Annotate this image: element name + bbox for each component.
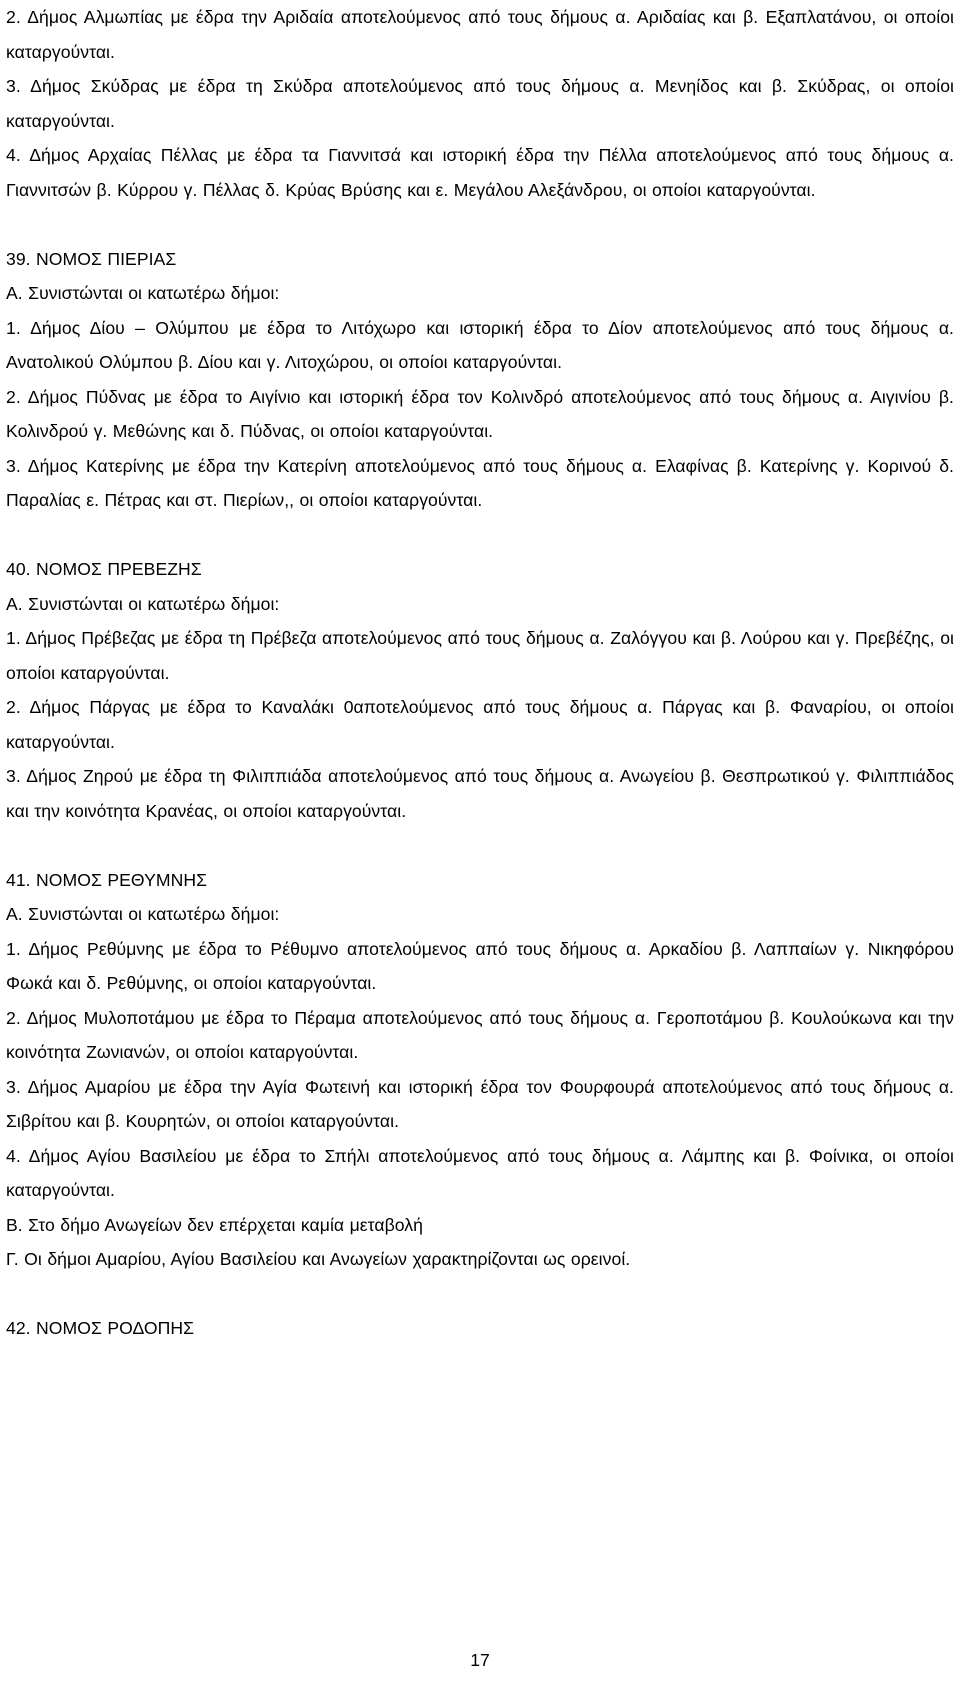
paragraph: 3. Δήμος Αμαρίου με έδρα την Αγία Φωτεινή και ιστορική έδρα τον Φουρφουρά αποτελούμενος από τους δήμους α. Σιβρίτου και β. Κουρητών, οι οποίοι καταργούνται. bbox=[6, 1076, 954, 1131]
paragraph: Γ. Οι δήμοι Αμαρίου, Αγίου Βασιλείου και Ανωγείων χαρακτηρίζονται ως ορεινοί. bbox=[6, 1249, 631, 1269]
section-heading: 42. ΝΟΜΟΣ ΡΟΔΟΠΗΣ bbox=[6, 1318, 195, 1338]
paragraph: 4. Δήμος Αγίου Βασιλείου με έδρα το Σπήλι αποτελούμενος από τους δήμους α. Λάμπης και β. Φοίνικα, οι οποίοι καταργούνται. bbox=[6, 1145, 954, 1200]
paragraph: 2. Δήμος Μυλοποτάμου με έδρα το Πέραμα αποτελούμενος από τους δήμους α. Γεροποτάμου β. Κουλούκωνα και την κοινότητα Ζωνιανών, οι οποίοι καταργούνται. bbox=[6, 1007, 954, 1062]
paragraph: 1. Δήμος Πρέβεζας με έδρα τη Πρέβεζα αποτελούμενος από τους δήμους α. Ζαλόγγου και β. Λούρου και γ. Πρεβέζης, οι οποίοι καταργούνται. bbox=[6, 628, 954, 683]
paragraph: 2. Δήμος Πάργας με έδρα το Καναλάκι 0αποτελούμενος από τους δήμους α. Πάργας και β. Φαναρίου, οι οποίοι καταργούνται. bbox=[6, 697, 954, 752]
section-heading: 39. ΝΟΜΟΣ ΠΙΕΡΙΑΣ bbox=[6, 248, 177, 269]
paragraph: Α. Συνιστώνται οι κατωτέρω δήμοι: bbox=[6, 904, 280, 924]
document-body bbox=[6, 0, 954, 1346]
page-number: 17 bbox=[470, 1650, 490, 1670]
paragraph: 3. Δήμος Κατερίνης με έδρα την Κατερίνη αποτελούμενος από τους δήμους α. Ελαφίνας β. Κατερίνης γ. Κορινού δ. Παραλίας ε. Πέτρας και στ. Πιερίων,, οι οποίοι καταργούνται. bbox=[6, 455, 954, 510]
paragraph: 2. Δήμος Πύδνας με έδρα το Αιγίνιο και ιστορική έδρα τον Κολινδρό αποτελούμενος από τους δήμους α. Αιγινίου β. Κολινδρού γ. Μεθώνης και δ. Πύδνας, οι οποίοι καταργούνται. bbox=[6, 386, 954, 441]
paragraph: 2. Δήμος Αλμωπίας με έδρα την Αριδαία αποτελούμενος από τους δήμους α. Αριδαίας και β. Εξαπλατάνου, οι οποίοι καταργούνται. bbox=[6, 7, 954, 62]
paragraph: Α. Συνιστώνται οι κατωτέρω δήμοι: bbox=[6, 283, 280, 303]
paragraph: 1. Δήμος Ρεθύμνης με έδρα το Ρέθυμνο αποτελούμενος από τους δήμους α. Αρκαδίου β. Λαππαίων γ. Νικηφόρου Φωκά και δ. Ρεθύμνης, οι οποίοι καταργούνται. bbox=[6, 938, 954, 993]
paragraph: Α. Συνιστώνται οι κατωτέρω δήμοι: bbox=[6, 593, 280, 614]
paragraph: 1. Δήμος Δίου – Ολύμπου με έδρα το Λιτόχωρο και ιστορική έδρα το Δίον αποτελούμενος από τους δήμους α. Ανατολικού Ολύμπου β. Δίου και γ. Λιτοχώρου, οι οποίοι καταργούνται. bbox=[6, 317, 954, 372]
paragraph: Β. Στο δήμο Ανωγείων δεν επέρχεται καμία μεταβολή bbox=[6, 1214, 423, 1235]
section-heading: 40. ΝΟΜΟΣ ΠΡΕΒΕΖΗΣ bbox=[6, 559, 202, 579]
section-heading: 41. ΝΟΜΟΣ ΡΕΘΥΜΝΗΣ bbox=[6, 869, 208, 890]
blank-line bbox=[6, 518, 954, 553]
blank-line bbox=[6, 207, 954, 242]
paragraph: 3. Δήμος Σκύδρας με έδρα τη Σκύδρα αποτελούμενος από τους δήμους α. Μενηίδος και β. Σκύδρας, οι οποίοι καταργούνται. bbox=[6, 76, 954, 131]
blank-line bbox=[6, 828, 954, 863]
paragraph: 4. Δήμος Αρχαίας Πέλλας με έδρα τα Γιαννιτσά και ιστορική έδρα την Πέλλα αποτελούμενος από τους δήμους α. Γιαννιτσών β. Κύρρου γ. Πέλλας δ. Κρύας Βρύσης και ε. Μεγάλου Αλεξάνδρου, οι οποίοι καταργούνται. bbox=[6, 145, 954, 200]
blank-line bbox=[6, 1277, 954, 1312]
paragraph: 3. Δήμος Ζηρού με έδρα τη Φιλιππιάδα αποτελούμενος από τους δήμους α. Ανωγείου β. Θεσπρωτικού γ. Φιλιππιάδος και την κοινότητα Κρανέας, οι οποίοι καταργούνται. bbox=[6, 766, 954, 821]
